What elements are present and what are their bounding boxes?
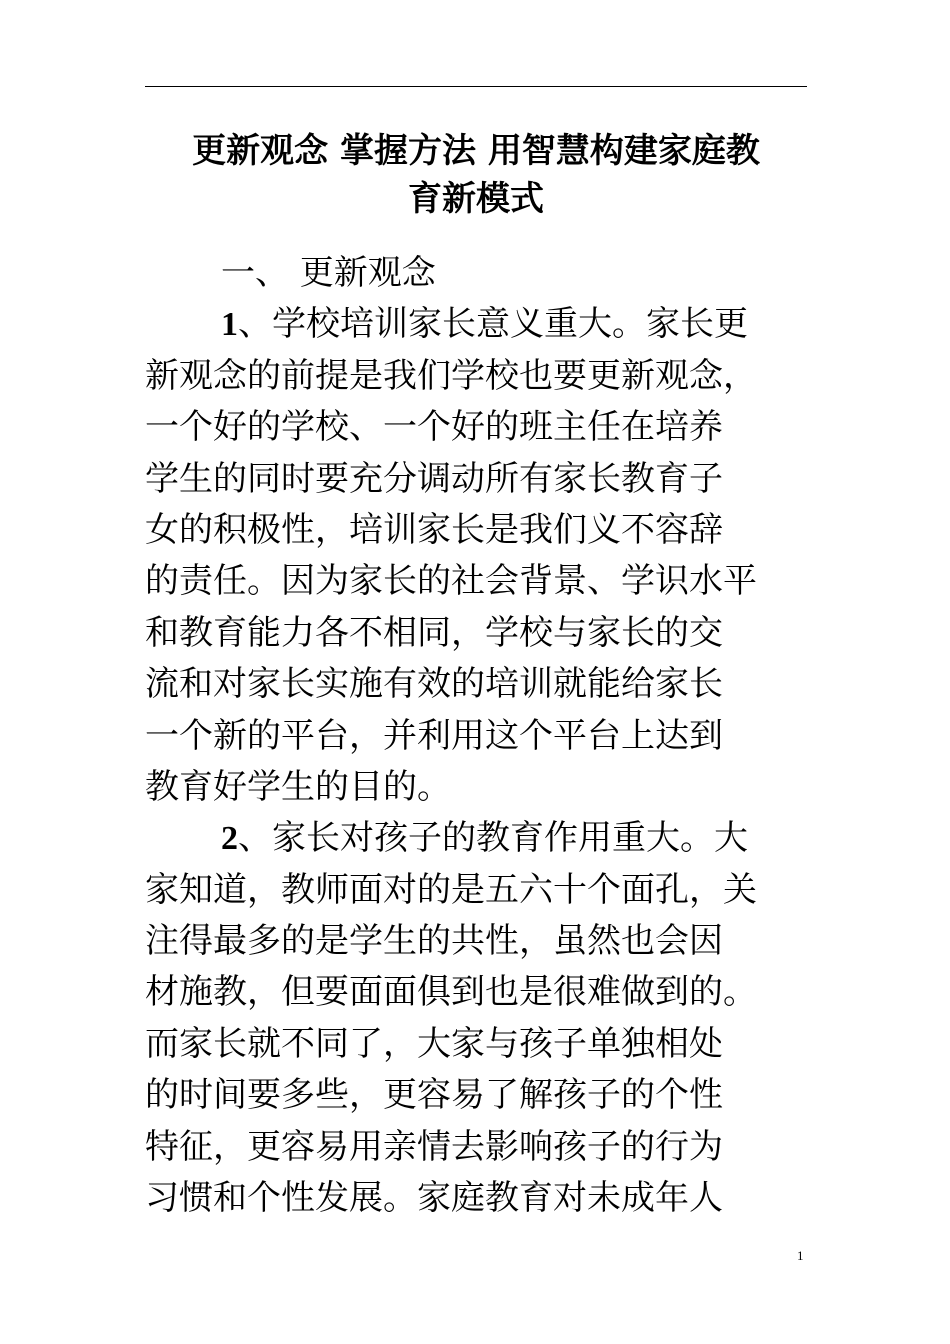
paragraph-2-line: 特征，更容易用亲情去影响孩子的行为: [145, 1126, 723, 1167]
title-line-2: 育新模式: [408, 179, 544, 219]
paragraph-1-line: [145, 299, 807, 350]
paragraph-1-line: 新观念的前提是我们学校也要更新观念，: [145, 355, 757, 396]
paragraph-1-line: 女的积极性，培训家长是我们义不容辞: [145, 509, 723, 550]
section-heading: 一、 更新观念: [221, 253, 436, 293]
paragraph-1-line: 一个新的平台，并利用这个平台上达到: [145, 715, 723, 756]
paragraph-1-line: 学生的同时要充分调动所有家长教育子: [145, 458, 723, 499]
page-number: 1: [797, 1248, 804, 1263]
paragraph-1-line: 和教育能力各不相同，学校与家长的交: [145, 612, 723, 653]
document-title: [145, 127, 807, 223]
header-rule: [145, 86, 807, 87]
paragraph-2-number: 2: [221, 820, 238, 858]
title-line-1: 更新观念 掌握方法 用智慧构建家庭教: [192, 131, 760, 171]
paragraph-2-line: 而家长就不同了，大家与孩子单独相处: [145, 1023, 723, 1064]
paragraph-1-line: 的责任。因为家长的社会背景、学识水平: [145, 561, 757, 602]
paragraph-2-line: [145, 813, 807, 864]
paragraph-2-text: 、家长对孩子的教育作用重大。大: [238, 818, 748, 859]
paragraph-2-line: 的时间要多些，更容易了解孩子的个性: [145, 1075, 723, 1116]
paragraph-1-line: 流和对家长实施有效的培训就能给家长: [145, 664, 723, 705]
paragraph-2-line: 家知道，教师面对的是五六十个面孔，关: [145, 869, 757, 910]
paragraph-1-number: 1: [221, 306, 238, 344]
paragraph-2-line: 习惯和个性发展。家庭教育对未成年人: [145, 1178, 723, 1219]
paragraph-2-line: 材施教，但要面面俱到也是很难做到的。: [145, 972, 757, 1013]
paragraph-1-text: 、学校培训家长意义重大。家长更: [238, 304, 748, 345]
paragraph-1-line: 教育好学生的目的。: [145, 766, 451, 807]
paragraph-1-line: 一个好的学校、一个好的班主任在培养: [145, 407, 723, 448]
document-body: [145, 248, 807, 1224]
paragraph-2-line: 注得最多的是学生的共性，虽然也会因: [145, 921, 723, 962]
